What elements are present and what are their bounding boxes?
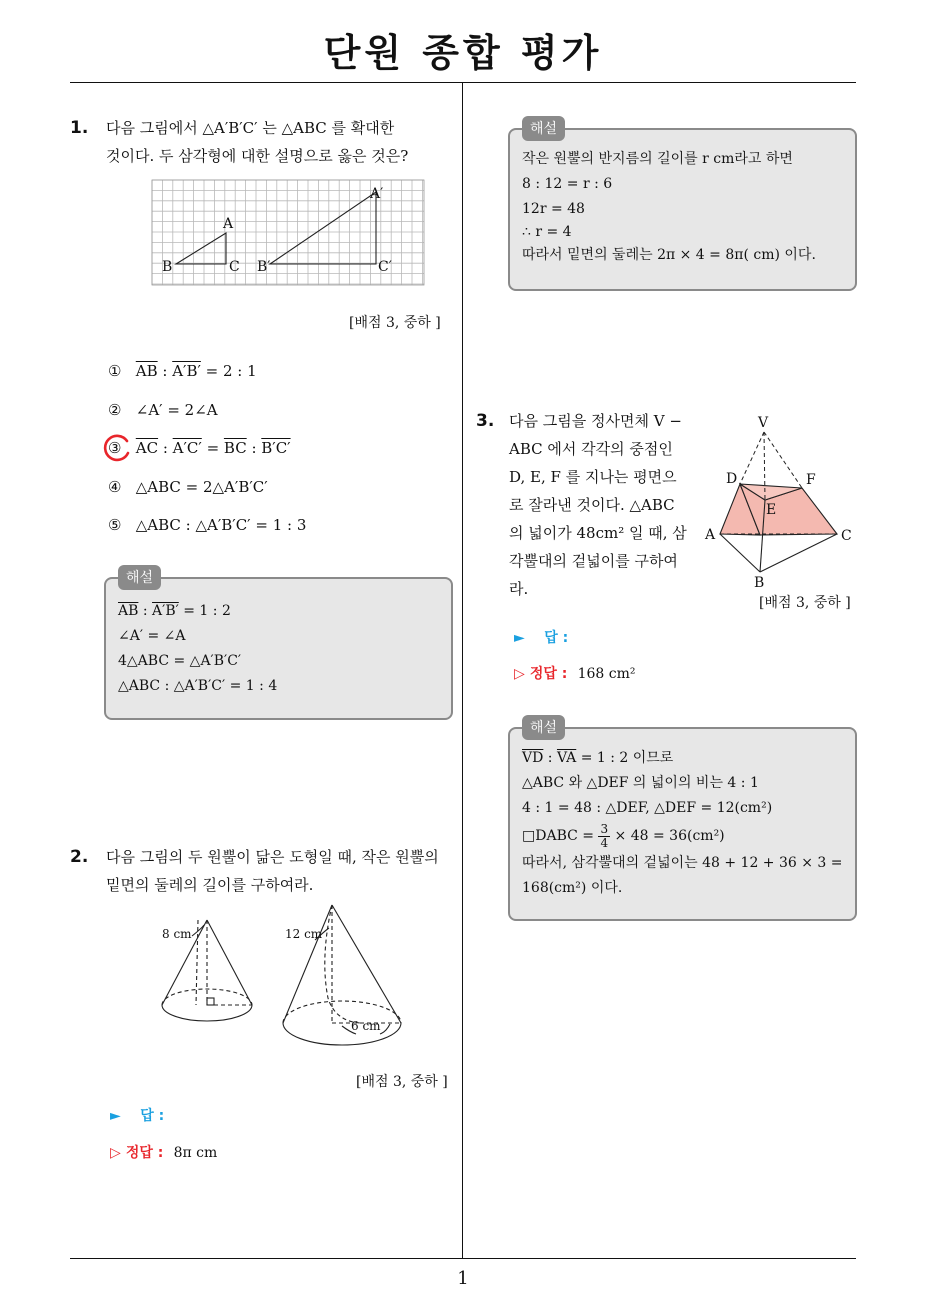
explain-line: 168(cm²) 이다. [522, 880, 623, 896]
q1-option-1[interactable] [108, 362, 257, 380]
q1-explanation-tag: 해설 [118, 565, 161, 590]
option-text: △ABC = 2△A′B′C′ [135, 478, 268, 496]
option-mark: ② [108, 401, 122, 419]
top-rule [70, 82, 856, 83]
correct-label: 정답 : [529, 666, 568, 682]
q1-option-4[interactable] [108, 478, 268, 496]
answer-label: 답 : [140, 1108, 165, 1124]
option-mark: ④ [108, 478, 122, 496]
option-mark: ① [108, 362, 122, 380]
q2-explanation-tag: 해설 [522, 116, 565, 141]
explain-line: $\overline{AB}$ : A′B′ = 1 : 2 [118, 603, 231, 619]
selected-answer-circle [101, 432, 133, 464]
label-f: F [806, 472, 816, 488]
bottom-rule [70, 1258, 856, 1259]
label-c: C [229, 259, 240, 275]
question-2-line1: 다음 그림의 두 원뿔이 닮은 도형일 때, 작은 원뿔의 [106, 848, 439, 866]
label-a-prime: A′ [370, 186, 384, 202]
question-2-number: 2. [70, 847, 89, 867]
label-b-prime: B′ [257, 259, 271, 275]
question-3-line: 라. [509, 580, 529, 598]
explain-line: 8 : 12 = r : 6 [522, 176, 613, 192]
label-c: C [841, 528, 852, 544]
explain-line: $\overline{VD}$ : $\overline{VA} = 1$ : 2 이므로 [522, 750, 674, 766]
explain-line: 12r = 48 [522, 201, 585, 217]
question-3-score: [배점 3, 중하 ] [759, 595, 851, 611]
question-1-line2: 것이다. 두 삼각형에 대한 설명으로 옳은 것은? [106, 147, 409, 165]
explain-line: ∴ r = 4 [522, 224, 572, 240]
q2-correct-row [110, 1142, 217, 1162]
question-1-line1: 다음 그림에서 △A′B′C′ 는 △ABC 를 확대한 [106, 119, 395, 137]
q1-option-5[interactable] [108, 516, 306, 534]
hollow-arrow-icon: ▷ [514, 666, 525, 682]
q2-explanation [522, 147, 816, 268]
column-divider [462, 83, 463, 1258]
explain-line: 따라서 밑면의 둘레는 2π × 4 = 8π( cm) 이다. [522, 247, 816, 263]
question-3-line: 각뿔대의 겉넓이를 구하여 [509, 552, 678, 570]
option-text: $\overline{AB}$ : A′B′ = 2 : 1 [135, 362, 257, 380]
label-b: B [754, 575, 765, 590]
correct-value: 168 cm² [577, 666, 636, 682]
big-cone-slant-label: 12 cm [285, 927, 323, 941]
explain-line: ∠A′ = ∠A [118, 628, 186, 644]
explain-line: △ABC 와 △DEF 의 넓이의 비는 4 : 1 [522, 775, 759, 791]
play-arrow-icon: ► [514, 630, 525, 646]
q1-grid-figure [150, 178, 430, 288]
label-b: B [162, 259, 173, 275]
answer-label: 답 : [544, 630, 569, 646]
question-1-score: [배점 3, 중하 ] [349, 315, 441, 331]
explain-line: 4 : 1 = 48 : △DEF, △DEF = 12(cm²) [522, 800, 773, 816]
question-1-text [106, 114, 408, 170]
page-number: 1 [457, 1268, 469, 1289]
q1-option-2[interactable] [108, 401, 218, 419]
q3-explanation-tag: 해설 [522, 715, 565, 740]
play-arrow-icon: ► [110, 1108, 121, 1124]
question-3-line: 로 잘라낸 것이다. △ABC [509, 496, 675, 514]
question-3-number: 3. [476, 411, 495, 431]
label-a: A [705, 527, 716, 543]
q3-explanation [522, 746, 843, 901]
option-mark: ⑤ [108, 516, 122, 534]
hollow-arrow-icon: ▷ [110, 1145, 121, 1161]
q1-explanation [118, 599, 277, 699]
correct-label: 정답 : [125, 1145, 164, 1161]
question-3-line: 의 넓이가 48cm² 일 때, 삼 [509, 524, 687, 542]
label-v: V [758, 415, 769, 431]
question-2-line2: 밑면의 둘레의 길이를 구하여라. [106, 876, 314, 894]
small-cone-slant-label: 8 cm [162, 927, 192, 941]
page-title: 단원 종합 평가 [323, 31, 603, 75]
explain-fragment: □DABC = [522, 828, 599, 844]
question-2-score: [배점 3, 중하 ] [356, 1074, 448, 1090]
question-1-number: 1. [70, 118, 89, 138]
fraction [598, 823, 610, 850]
explain-line: 따라서, 삼각뿔대의 겉넓이는 48 + 12 + 36 × 3 = [522, 855, 843, 871]
q3-frustum-figure [700, 412, 860, 590]
label-c-prime: C′ [378, 259, 392, 275]
big-cone-radius-label: 6 cm [351, 1019, 381, 1033]
explain-line: 4△ABC = △A′B′C′ [118, 653, 242, 669]
option-text: ∠A′ = 2∠A [135, 401, 218, 419]
explain-line [522, 821, 843, 851]
question-2-text [106, 843, 439, 899]
question-3-line: ABC 에서 각각의 중점인 [509, 440, 673, 458]
label-e: E [766, 502, 777, 518]
explain-fragment: × 48 = 36(cm²) [610, 828, 725, 844]
option-text: △ABC : △A′B′C′ = 1 : 3 [135, 516, 307, 534]
fraction-numerator: 3 [600, 821, 609, 836]
option-mark: ③ [108, 439, 122, 457]
q1-option-3[interactable] [108, 439, 291, 457]
explain-line: 작은 원뿔의 반지름의 길이를 r cm라고 하면 [522, 151, 793, 167]
label-d: D [726, 471, 738, 487]
q3-answer-row[interactable] [514, 627, 568, 647]
label-a: A [223, 216, 234, 232]
explain-line: △ABC : △A′B′C′ = 1 : 4 [118, 678, 278, 694]
option-text: $\overline{AC}$ : $A'C' = \overline{BC}$ : B′C′ [135, 439, 291, 457]
q3-correct-row [514, 663, 635, 683]
question-3-text [509, 407, 687, 603]
q2-cones-figure [150, 898, 420, 1058]
question-3-line: 다음 그림을 정사면체 V − [509, 412, 682, 430]
correct-value: 8π cm [173, 1145, 218, 1161]
q2-answer-row[interactable] [110, 1105, 164, 1125]
question-3-line: D, E, F 를 지나는 평면으 [509, 468, 677, 486]
fraction-denominator: 4 [600, 835, 609, 850]
